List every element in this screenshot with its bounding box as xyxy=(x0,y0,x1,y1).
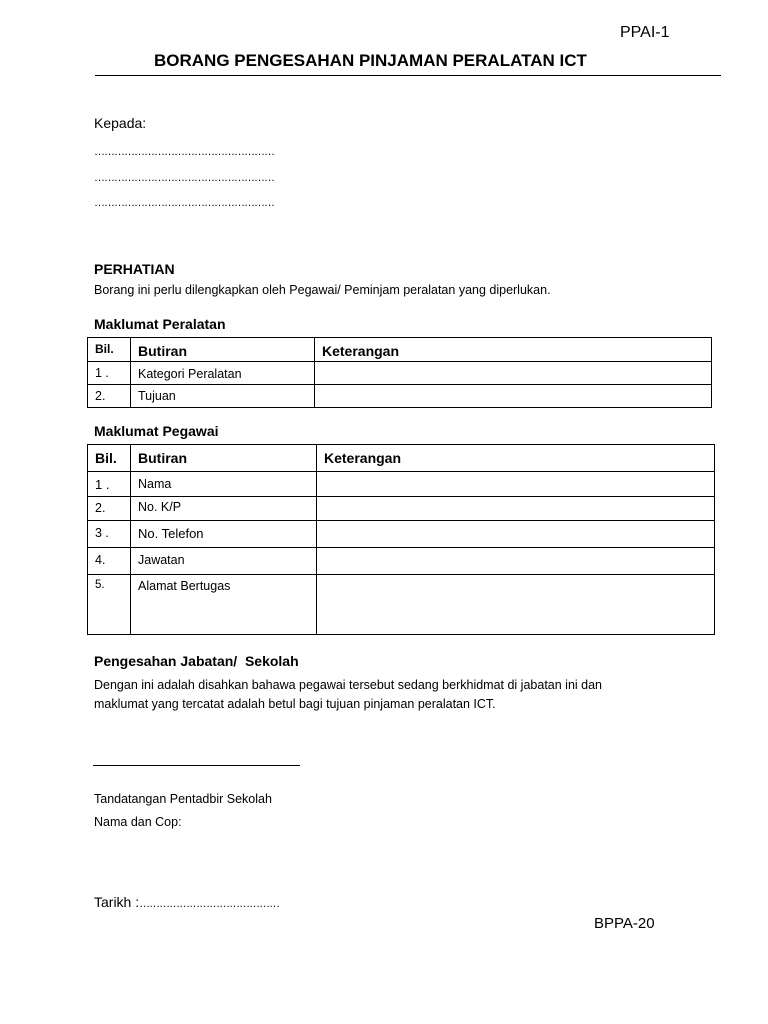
row-item: No. K/P xyxy=(131,497,317,521)
officer-heading: Maklumat Pegawai xyxy=(94,423,219,439)
row-value-field[interactable] xyxy=(317,521,715,548)
notice-heading: PERHATIAN xyxy=(94,261,175,277)
row-item: Tujuan xyxy=(131,385,315,408)
officer-header-row xyxy=(88,445,715,472)
equipment-header-row xyxy=(88,338,712,362)
signature-label: Tandatangan Pentadbir Sekolah xyxy=(94,792,272,806)
equipment-heading: Maklumat Peralatan xyxy=(94,316,226,332)
approval-text xyxy=(94,676,694,714)
row-item: No. Telefon xyxy=(131,521,317,548)
approval-text-line-2: maklumat yang tercatat adalah betul bagi tujuan pinjaman peralatan ICT. xyxy=(94,697,496,711)
table-row xyxy=(88,521,715,548)
form-title: BORANG PENGESAHAN PINJAMAN PERALATAN ICT xyxy=(154,51,587,70)
row-value-field[interactable] xyxy=(317,472,715,497)
row-item: Nama xyxy=(131,472,317,497)
table-row xyxy=(88,472,715,497)
col-keterangan: Keterangan xyxy=(317,445,715,472)
equipment-table xyxy=(87,337,712,408)
row-value-field[interactable] xyxy=(317,497,715,521)
recipient-label: Kepada: xyxy=(94,115,147,131)
col-butiran: Butiran xyxy=(131,445,317,472)
row-value-field[interactable] xyxy=(317,575,715,635)
row-number: 5. xyxy=(88,575,131,635)
date-label: Tarikh : xyxy=(94,894,140,910)
table-row xyxy=(88,362,712,385)
officer-table xyxy=(87,444,715,635)
row-item: Jawatan xyxy=(131,548,317,575)
row-number: 2. xyxy=(88,497,131,521)
form-code-top: PPAI-1 xyxy=(620,24,670,41)
table-row xyxy=(88,575,715,635)
row-number: 3 . xyxy=(88,521,131,548)
date-field[interactable]: …………………………………… xyxy=(139,898,280,910)
table-row xyxy=(88,385,712,408)
table-row xyxy=(88,548,715,575)
col-butiran: Butiran xyxy=(131,338,315,362)
title-divider xyxy=(95,75,721,76)
row-number: 2. xyxy=(88,385,131,408)
row-number: 4. xyxy=(88,548,131,575)
date-row xyxy=(94,894,279,910)
row-item: Kategori Peralatan xyxy=(131,362,315,385)
row-value-field[interactable] xyxy=(315,385,712,408)
recipient-line-2: ……………………………………………… xyxy=(94,172,274,184)
approval-heading: Pengesahan Jabatan/ Sekolah xyxy=(94,653,299,669)
form-code-bottom: BPPA-20 xyxy=(594,915,655,932)
col-bil: Bil. xyxy=(88,445,131,472)
notice-text: Borang ini perlu dilengkapkan oleh Pegawai/ Peminjam peralatan yang diperlukan. xyxy=(94,283,551,297)
name-stamp-label: Nama dan Cop: xyxy=(94,815,182,829)
row-value-field[interactable] xyxy=(317,548,715,575)
approval-text-line-1: Dengan ini adalah disahkan bahawa pegawai tersebut sedang berkhidmat di jabatan ini dan xyxy=(94,678,603,692)
table-row xyxy=(88,497,715,521)
recipient-line-1: ……………………………………………… xyxy=(94,146,274,158)
row-value-field[interactable] xyxy=(315,362,712,385)
signature-line[interactable] xyxy=(93,765,300,766)
col-keterangan: Keterangan xyxy=(315,338,712,362)
col-bil: Bil. xyxy=(88,338,131,362)
row-number: 1 . xyxy=(88,472,131,497)
recipient-line-3: ……………………………………………… xyxy=(94,197,274,209)
row-item: Alamat Bertugas xyxy=(131,575,317,635)
row-number: 1 . xyxy=(88,362,131,385)
